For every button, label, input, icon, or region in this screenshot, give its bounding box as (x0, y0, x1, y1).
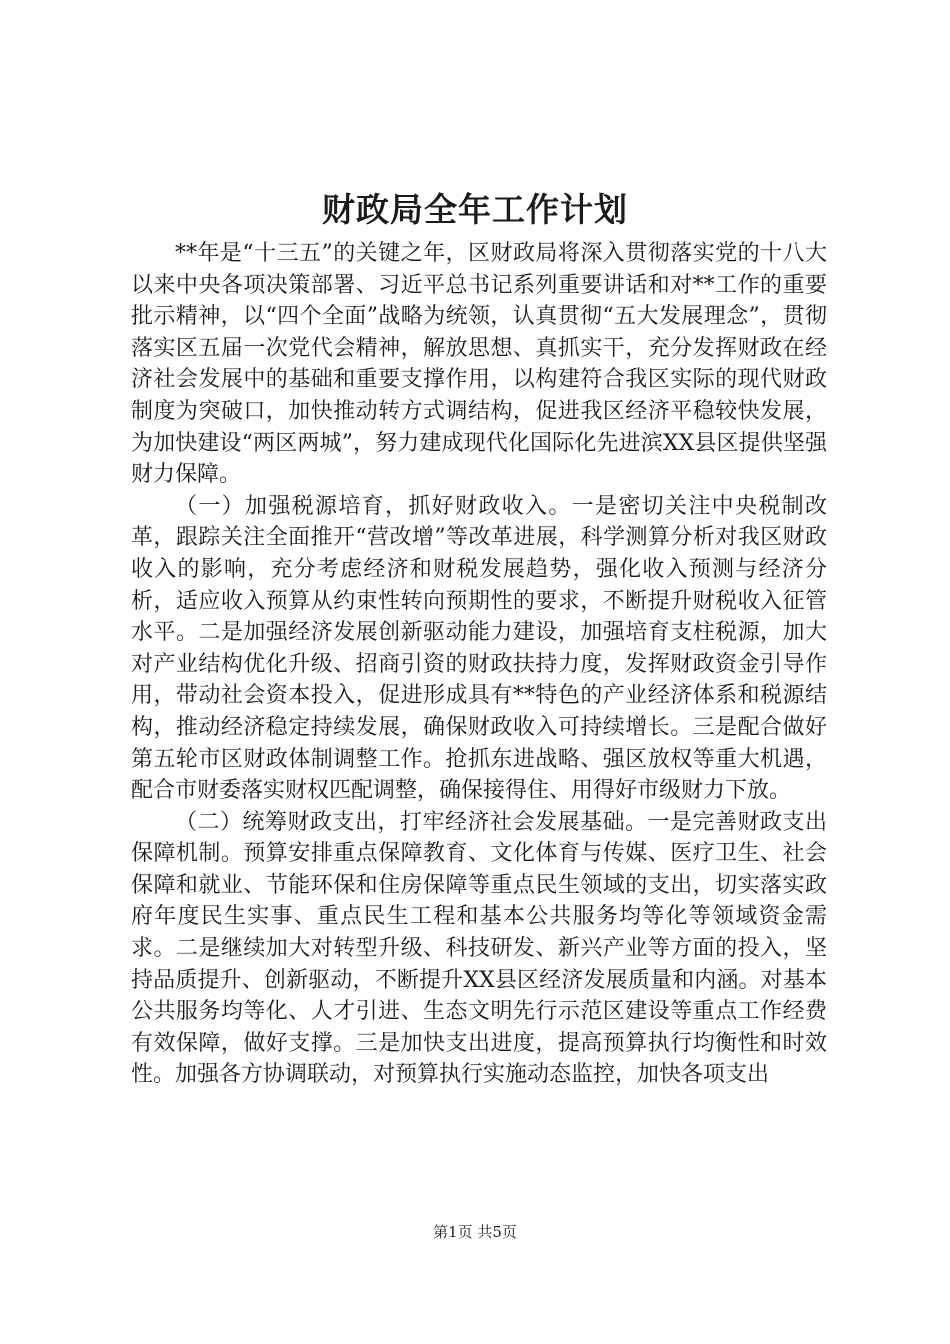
document-title: 财政局全年工作计划 (322, 190, 628, 229)
paragraph-intro: **年是“十三五”的关键之年，区财政局将深入贯彻落实党的十八大以来中央各项决策部署、习近平总书记系列重要讲话和对**工作的重要批示精神，以“四个全面”战略为统领，认真贯彻“五大发展理念”，贯彻落实区五届一次党代会精神，解放思想、真抓实干，充分发挥财政在经济社会发展中的基础和重要支撑作用，以构建符合我区实际的现代财政制度为突破口，加快推动转方式调结构，促进我区经济平稳较快发展，为加快建设“两区两城”，努力建成现代化国际化先进滨XX县区提供坚强财力保障。 (131, 241, 827, 488)
document-body (131, 238, 827, 1091)
page-number-footer: 第1页 共5页 (433, 1223, 517, 1241)
paragraph-section-1: （一）加强税源培育，抓好财政收入。一是密切关注中央税制改革，跟踪关注全面推开“营改增”等改革进展，科学测算分析对我区财政收入的影响，充分考虑经济和财税发展趋势，强化收入预测与经济分析，适应收入预算从约束性转向预期性的要求，不断提升财税收入征管水平。二是加强经济发展创新驱动能力建设，加强培育支柱税源，加大对产业结构优化升级、招商引资的财政扶持力度，发挥财政资金引导作用，带动社会资本投入，促进形成具有**特色的产业经济体系和税源结构，推动经济稳定持续发展，确保财政收入可持续增长。三是配合做好第五轮市区财政体制调整工作。抢抓东进战略、强区放权等重大机遇，配合市财委落实财权匹配调整，确保接得住、用得好市级财力下放。 (131, 493, 827, 804)
paragraph-section-2: （二）统筹财政支出，打牢经济社会发展基础。一是完善财政支出保障机制。预算安排重点保障教育、文化体育与传媒、医疗卫生、社会保障和就业、节能环保和住房保障等重点民生领域的支出，切实落实政府年度民生实事、重点民生工程和基本公共服务均等化等领域资金需求。二是继续加大对转型升级、科技研发、新兴产业等方面的投入，坚持品质提升、创新驱动，不断提升XX县区经济发展质量和内涵。对基本公共服务均等化、人才引进、生态文明先行示范区建设等重点工作经费有效保障，做好支撑。三是加快支出进度，提高预算执行均衡性和时效性。加强各方协调联动，对预算执行实施动态监控，加快各项支出 (131, 809, 827, 1088)
